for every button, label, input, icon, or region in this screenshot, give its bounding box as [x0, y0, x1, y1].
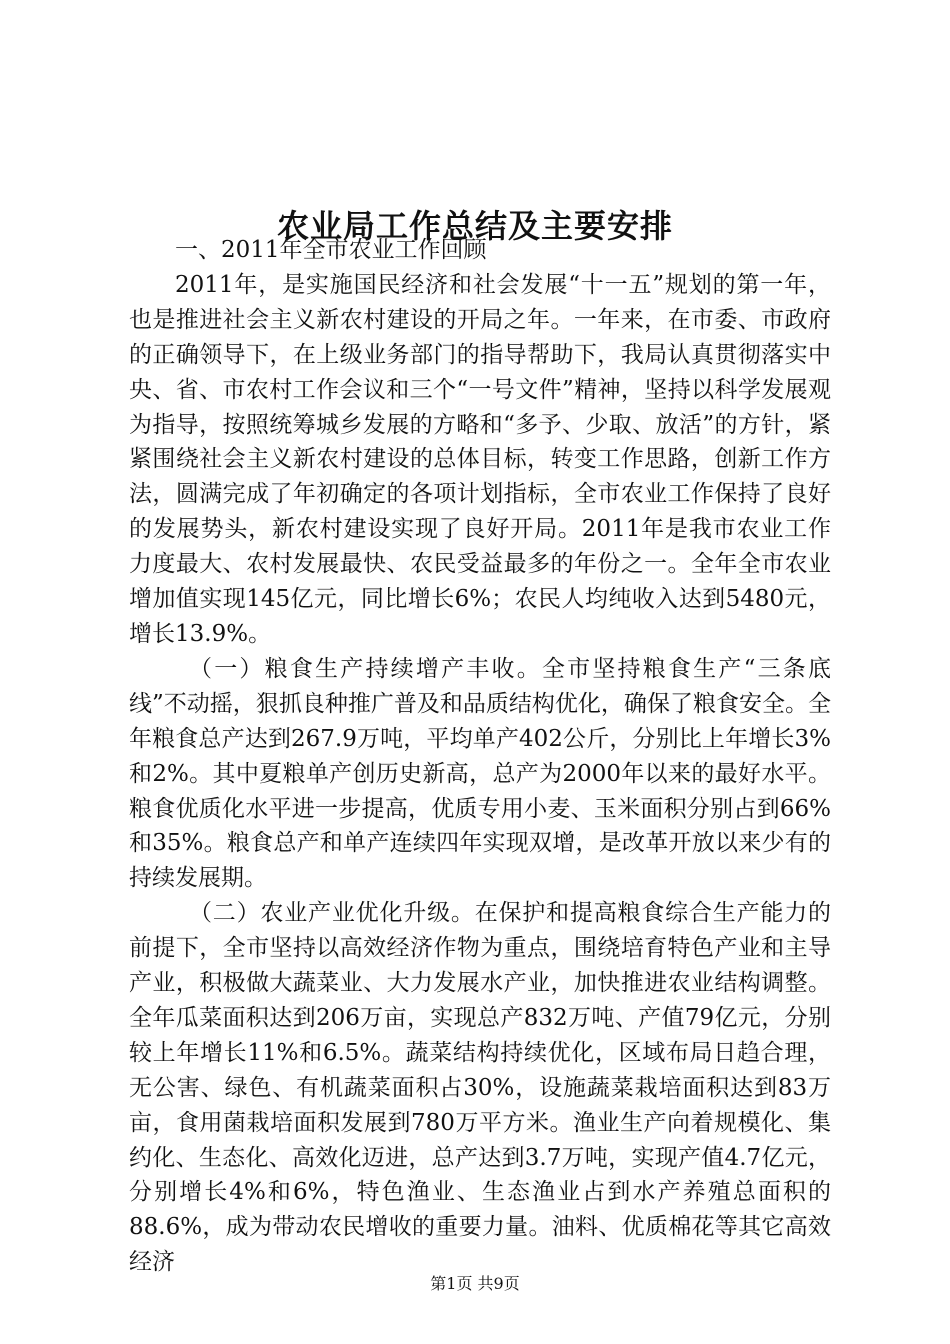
paragraph-grain-production: （一）粮食生产持续增产丰收。全市坚持粮食生产“三条底线”不动摇，狠抓良种推广普及和品质结构优化，确保了粮食安全。全年粮食总产达到267.9万吨，平均单产402公斤，分别比上年增长3%和2%。其中夏粮单产创历史新高，总产为2000年以来的最好水平。粮食优质化水平进一步提高，优质专用小麦、玉米面积分别占到66%和35%。粮食总产和单产连续四年实现双增，是改革开放以来少有的持续发展期。 — [129, 655, 831, 892]
document-body — [129, 233, 831, 1280]
paragraph-overview: 2011年，是实施国民经济和社会发展“十一五”规划的第一年，也是推进社会主义新农村建设的开局之年。一年来，在市委、市政府的正确领导下，在上级业务部门的指导帮助下，我局认真贯彻落实中央、省、市农村工作会议和三个“一号文件”精神，坚持以科学发展观为指导，按照统筹城乡发展的方略和“多予、少取、放活”的方针，紧紧围绕社会主义新农村建设的总体目标，转变工作思路，创新工作方法，圆满完成了年初确定的各项计划指标，全市农业工作保持了良好的发展势头，新农村建设实现了良好开局。2011年是我市农业工作力度最大、农村发展最快、农民受益最多的年份之一。全年全市农业增加值实现145亿元，同比增长6%；农民人均纯收入达到5480元，增长13.9%。 — [129, 271, 831, 647]
document-title: 农业局工作总结及主要安排 — [276, 207, 673, 246]
page-number-footer: 第1页 共9页 — [430, 1274, 520, 1293]
paragraph-industry-upgrade: （二）农业产业优化升级。在保护和提高粮食综合生产能力的前提下，全市坚持以高效经济作物为重点，围绕培育特色产业和主导产业，积极做大蔬菜业、大力发展水产业，加快推进农业结构调整。全年瓜菜面积达到206万亩，实现总产832万吨、产值79亿元，分别较上年增长11%和6.5%。蔬菜结构持续优化，区域布局日趋合理，无公害、绿色、有机蔬菜面积占30%，设施蔬菜栽培面积达到83万亩，食用菌栽培面积发展到780万平方米。渔业生产向着规模化、集约化、生态化、高效化迈进，总产达到3.7万吨，实现产值4.7亿元，分别增长4%和6%，特色渔业、生态渔业占到水产养殖总面积的88.6%，成为带动农民增收的重要力量。油料、优质棉花等其它高效经济 — [129, 900, 831, 1276]
section-heading: 一、2011年全市农业工作回顾 — [175, 237, 487, 263]
